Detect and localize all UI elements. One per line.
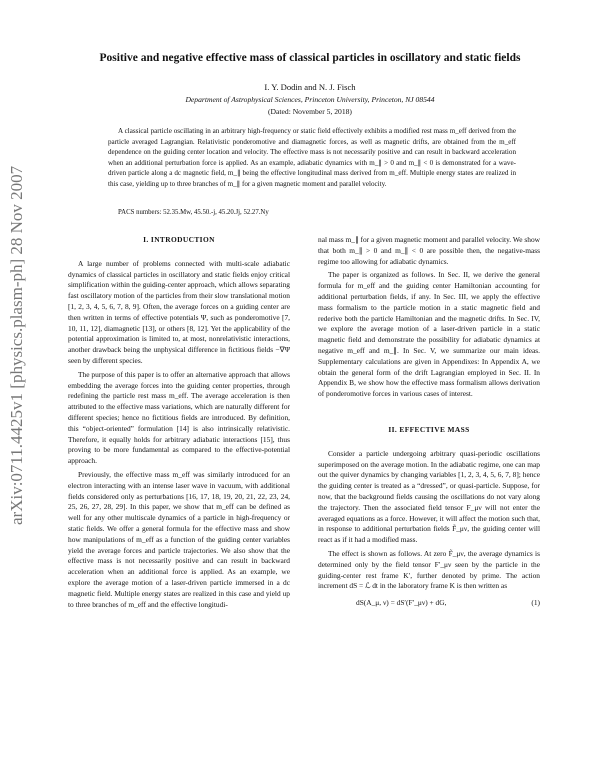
right-column — [318, 235, 540, 615]
section-heading-introduction: I. INTRODUCTION — [143, 235, 215, 244]
paper-title: Positive and negative effective mass of classical particles in oscillatory and static fields — [99, 52, 521, 64]
date: (Dated: November 5, 2018) — [268, 107, 352, 116]
arxiv-side-label: arXiv:0711.4425v1 [physics.plasm-ph] 28 Nov 2007 — [7, 165, 26, 525]
section-heading-effective-mass: II. EFFECTIVE MASS — [388, 424, 470, 434]
affiliation: Department of Astrophysical Sciences, Princeton University, Princeton, NJ 08544 — [185, 95, 435, 104]
effmass-paragraph-2: The effect is shown as follows. At zero F̃_μν, the average dynamics is determined only by the field tensor F′_μν seen by the particle in the guiding-center rest frame K′, further denoted by prime. The action increment dS = ℒ dt in the laboratory frame K is then written as — [318, 548, 540, 591]
effmass-paragraph-1: Consider a particle undergoing arbitrary quasi-periodic oscillations superimposed on the average motion. In the adiabatic regime, one can map out the quiver dynamics by changing variables [1, 2, 3, 4, 5, 6, 7, 8]; hence the guiding center is treated as a “dressed”, or quasi-particle. Suppose, for now, that the background fields causing the oscillations do not vary along the trajectory. Then the associated field tensor F_μν will not enter the averaged equations as a force. However, it will affect the motion such that, in response to additional perturbation fields F̃_μν, the guiding center will react as if it had a modified mass. — [318, 448, 540, 545]
equation-1 — [318, 598, 540, 609]
equation-number: (1) — [531, 598, 540, 608]
intro-paragraph-4: The paper is organized as follows. In Sec. II, we derive the general formula for m_eff and the guiding center Hamiltonian accounting for additional perturbation fields, if any. In Sec. III, we apply the effective mass formalism to the particle motion in a static magnetic field and rederive both the particle Hamiltonian and the magnetic drifts. In Sec. IV, we explore the average motion of a laser-driven particle in a static magnetic field and demonstrate the possibility for adiabatic dynamics at negative m_eff and m_∥. In Sec. V, we summarize our main ideas. Supplementary calculations are given in Appendixes: In Appendix A, we obtain the general form of the drift Lagrangian employed in Sec. II. In Appendix B, we show how the effective mass formalism allows derivation of ponderomotive forces in various cases of interest. — [318, 270, 540, 399]
left-column — [68, 235, 290, 613]
authors: I. Y. Dodin and N. J. Fisch — [264, 82, 356, 92]
abstract: A classical particle oscillating in an arbitrary high-frequency or static field effectively exhibits a modified rest mass m_eff derived from the particle averaged Lagrangian. Relativistic ponderomotive and diamagnetic forces, as well as magnetic drifts, are obtained from the m_eff dependence on the guiding center location and velocity. The effective mass is not necessarily positive and can result in backward acceleration when an additional perturbation force is applied. As an example, adiabatic dynamics with m_∥ > 0 and m_∥ < 0 is demonstrated for a wave-driven particle along a dc magnetic field, m_∥ being the effective longitudinal mass derived from m_eff. Multiple energy states are realized in this case, yielding up to three branches of m_∥ for a given magnetic moment and parallel velocity. — [108, 127, 516, 188]
intro-continuation: nal mass m_∥ for a given magnetic moment and parallel velocity. We show that both m_∥ > 0 and m_∥ < 0 are possible then, the negative-mass regime too allowing for adiabatic dynamics. — [318, 235, 540, 266]
intro-paragraph-1: A large number of problems connected with multi-scale adiabatic dynamics of classical particles in oscillatory and static fields enjoy critical simplification within the guiding-center approach, which allows separating fast oscillatory motion of the particles from their slow translational motion [1, 2, 3, 4, 5, 6, 7, 8, 9]. Often, the average forces on a guiding center are then written in terms of effective potentials Ψ, such as ponderomotive [7, 10, 11, 12], diamagnetic [13], or others [8, 12]. Yet the applicability of the potential approximation is limited to, at most, nonrelativistic interactions, another drawback being the unphysical difference in fictitious fields −∇Ψ seen by different species. — [68, 258, 290, 365]
intro-paragraph-3: Previously, the effective mass m_eff was similarly introduced for an electron interacting with an intense laser wave in vacuum, with additional fields considered only as perturbations [16, 17, 18, 19, 20, 21, 22, 23, 24, 25, 26, 27, 28, 29]. In this paper, we show that m_eff can be defined as well for any other multiscale dynamics of a particle in high-frequency or static fields. We offer a general formula for the effective mass and show how manipulations of m_eff as a function of the guiding center variables yield the average forces and particle trajectories. We also show that the effective mass is not necessarily positive and can result in backward acceleration when an additional force is applied. As an example, we explore the average motion of a laser-driven particle immersed in a dc magnetic field. Multiple energy states are realized in this case and yield up to three branches of m_eff and the effective longitudi- — [68, 469, 290, 609]
intro-paragraph-2: The purpose of this paper is to offer an alternative approach that allows embedding the average forces into the guiding center properties, through redefining the particle rest mass m_eff. The average acceleration is then attributed to the effective mass variations, which are naturally different for different species; hence no fictitious fields are introduced. By definition, this “object-oriented” formulation [14] is also intrinsically relativistic. Therefore, it equally holds for arbitrary adiabatic interactions [15], thus proving to be more fundamental as compared to the effective-potential approach. — [68, 369, 290, 466]
equation-expression: dS(A_μ, ν) = dS′(F′_μν) + dG, — [356, 598, 447, 608]
pacs-numbers: PACS numbers: 52.35.Mw, 45.50.-j, 45.20.Jj, 52.27.Ny — [118, 209, 269, 216]
